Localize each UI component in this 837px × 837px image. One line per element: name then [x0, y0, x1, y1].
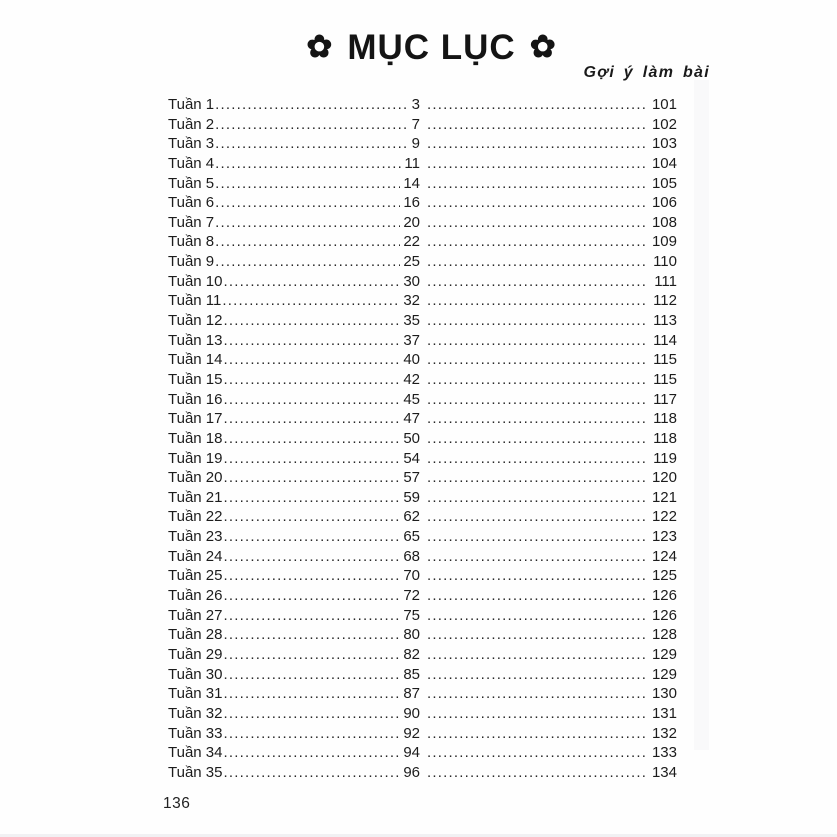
toc-row-right-segment [420, 763, 677, 783]
dot-leader [420, 684, 645, 704]
dot-leader [420, 232, 645, 252]
dot-leader [420, 154, 645, 174]
hint-page-number: 119 [653, 449, 677, 467]
toc-row-right-segment [420, 154, 677, 174]
content-page-number: 7 [411, 115, 420, 133]
dot-leader [420, 763, 645, 783]
toc-row-right-segment [420, 625, 677, 645]
week-label: Tuần 9 [168, 253, 215, 271]
hint-page-number: 124 [651, 547, 677, 565]
content-page-number: 54 [403, 449, 420, 467]
toc-row [168, 665, 677, 685]
dot-leader [420, 449, 645, 469]
dot-leader [214, 95, 409, 115]
hint-page-number: 130 [651, 685, 677, 703]
toc-row-left-segment [168, 566, 420, 586]
hint-page-number: 129 [651, 665, 677, 683]
toc-row-left-segment [168, 272, 420, 292]
toc-row-right-segment [420, 370, 677, 390]
dot-leader [420, 704, 645, 724]
week-label: Tuần 20 [168, 469, 223, 487]
dot-leader [223, 586, 401, 606]
toc-row-right-segment [420, 390, 677, 410]
toc-row [168, 704, 677, 724]
hint-page-number: 115 [653, 370, 677, 388]
toc-row-left-segment [168, 625, 420, 645]
week-label: Tuần 34 [168, 744, 223, 762]
week-label: Tuần 23 [168, 528, 223, 546]
hint-page-number: 115 [653, 351, 677, 369]
toc-row-left-segment [168, 213, 420, 233]
hint-page-number: 108 [651, 213, 677, 231]
dot-leader [420, 743, 645, 763]
toc-row-left-segment [168, 331, 420, 351]
toc-row [168, 154, 677, 174]
dot-leader [420, 468, 645, 488]
content-page-number: 16 [403, 194, 420, 212]
toc-row-left-segment [168, 684, 420, 704]
toc-row-right-segment [420, 645, 677, 665]
toc-row [168, 213, 677, 233]
dot-leader [223, 527, 401, 547]
week-label: Tuần 8 [168, 233, 215, 251]
week-label: Tuần 26 [168, 587, 223, 605]
dot-leader [223, 409, 401, 429]
toc-row [168, 115, 677, 135]
dot-leader [420, 645, 645, 665]
toc-row-right-segment [420, 429, 677, 449]
week-label: Tuần 18 [168, 429, 223, 447]
dot-leader [223, 350, 401, 370]
dot-leader [214, 154, 401, 174]
dot-leader [223, 684, 401, 704]
toc-row [168, 724, 677, 744]
week-label: Tuần 22 [168, 508, 223, 526]
toc-row-right-segment [420, 331, 677, 351]
dot-leader [420, 429, 645, 449]
toc-row [168, 350, 677, 370]
week-label: Tuần 2 [168, 115, 215, 133]
toc-row-right-segment [420, 507, 677, 527]
dot-leader [221, 291, 400, 311]
dot-leader [223, 449, 401, 469]
dot-leader [223, 547, 401, 567]
content-page-number: 37 [403, 331, 420, 349]
toc-row [168, 606, 677, 626]
hint-page-number: 117 [653, 390, 677, 408]
hint-page-number: 112 [653, 292, 677, 310]
content-page-number: 94 [403, 744, 420, 762]
toc-row [168, 291, 677, 311]
toc-row-right-segment [420, 586, 677, 606]
content-page-number: 25 [403, 253, 420, 271]
week-label: Tuần 19 [168, 449, 223, 467]
toc-row-right-segment [420, 409, 677, 429]
toc-row-right-segment [420, 743, 677, 763]
content-page-number: 65 [403, 528, 420, 546]
toc-row-left-segment [168, 606, 420, 626]
toc-row [168, 586, 677, 606]
content-page-number: 20 [403, 213, 420, 231]
dot-leader [420, 566, 645, 586]
toc-row-left-segment [168, 409, 420, 429]
toc-row-right-segment [420, 115, 677, 135]
dot-leader [420, 272, 645, 292]
flower-icon: ✿ [306, 29, 334, 64]
week-label: Tuần 4 [168, 154, 215, 172]
week-label: Tuần 31 [168, 685, 223, 703]
week-label: Tuần 3 [168, 135, 215, 153]
toc-row [168, 311, 677, 331]
content-page-number: 57 [403, 469, 420, 487]
toc-row [168, 174, 677, 194]
toc-row [168, 625, 677, 645]
week-label: Tuần 30 [168, 665, 223, 683]
toc-row [168, 743, 677, 763]
dot-leader [214, 252, 400, 272]
hint-page-number: 121 [651, 488, 677, 506]
dot-leader [420, 625, 645, 645]
week-label: Tuần 33 [168, 724, 223, 742]
hint-page-number: 133 [651, 744, 677, 762]
week-label: Tuần 32 [168, 704, 223, 722]
dot-leader [223, 704, 401, 724]
content-page-number: 35 [403, 312, 420, 330]
week-label: Tuần 6 [168, 194, 215, 212]
hint-page-number: 103 [651, 135, 677, 153]
toc-row [168, 547, 677, 567]
dot-leader [223, 645, 401, 665]
content-page-number: 47 [403, 410, 420, 428]
toc-row-left-segment [168, 291, 420, 311]
toc-row-right-segment [420, 272, 677, 292]
week-label: Tuần 11 [168, 292, 222, 310]
content-page-number: 62 [403, 508, 420, 526]
week-label: Tuần 27 [168, 606, 223, 624]
dot-leader [420, 311, 645, 331]
hint-page-number: 134 [651, 763, 677, 781]
content-page-number: 40 [403, 351, 420, 369]
toc-row-left-segment [168, 488, 420, 508]
dot-leader [214, 193, 400, 213]
toc-row-right-segment [420, 704, 677, 724]
toc-row-left-segment [168, 507, 420, 527]
dot-leader [223, 390, 401, 410]
flower-icon: ✿ [529, 29, 557, 64]
toc-row-left-segment [168, 527, 420, 547]
week-label: Tuần 15 [168, 370, 223, 388]
week-label: Tuần 12 [168, 312, 223, 330]
toc-row-left-segment [168, 449, 420, 469]
toc-row-right-segment [420, 134, 677, 154]
hint-page-number: 120 [651, 469, 677, 487]
dot-leader [223, 272, 401, 292]
toc-row-right-segment [420, 291, 677, 311]
toc-row-left-segment [168, 95, 420, 115]
dot-leader [420, 252, 645, 272]
toc-row [168, 429, 677, 449]
dot-leader [223, 763, 401, 783]
dot-leader [223, 331, 401, 351]
toc-row-left-segment [168, 174, 420, 194]
hint-page-number: 104 [651, 154, 677, 172]
toc-row-right-segment [420, 468, 677, 488]
content-page-number: 68 [403, 547, 420, 565]
dot-leader [214, 213, 400, 233]
hint-page-number: 131 [651, 704, 677, 722]
toc-row-left-segment [168, 429, 420, 449]
dot-leader [223, 724, 401, 744]
hint-page-number: 106 [651, 194, 677, 212]
content-page-number: 50 [403, 429, 420, 447]
dot-leader [420, 527, 645, 547]
hint-page-number: 128 [651, 626, 677, 644]
dot-leader [420, 665, 645, 685]
toc-row-left-segment [168, 252, 420, 272]
toc-row-right-segment [420, 665, 677, 685]
dot-leader [420, 193, 645, 213]
dot-leader [420, 174, 645, 194]
dot-leader [223, 743, 401, 763]
content-page-number: 72 [403, 587, 420, 605]
toc-row-right-segment [420, 488, 677, 508]
content-page-number: 22 [403, 233, 420, 251]
dot-leader [420, 331, 645, 351]
toc-row [168, 95, 677, 115]
page-title [13, 28, 837, 68]
hint-page-number: 125 [651, 567, 677, 585]
content-page-number: 42 [403, 370, 420, 388]
content-page-number: 45 [403, 390, 420, 408]
toc-row-left-segment [168, 586, 420, 606]
dot-leader [223, 468, 401, 488]
dot-leader [420, 115, 645, 135]
content-page-number: 9 [411, 135, 420, 153]
toc-row-right-segment [420, 311, 677, 331]
toc-row-left-segment [168, 350, 420, 370]
toc-row-left-segment [168, 704, 420, 724]
dot-leader [420, 586, 645, 606]
toc-row [168, 134, 677, 154]
toc-row-right-segment [420, 724, 677, 744]
week-label: Tuần 29 [168, 645, 223, 663]
toc-row-right-segment [420, 684, 677, 704]
dot-leader [223, 625, 401, 645]
toc-row-left-segment [168, 743, 420, 763]
dot-leader [214, 174, 400, 194]
dot-leader [420, 488, 645, 508]
toc-row-right-segment [420, 232, 677, 252]
toc-row-right-segment [420, 350, 677, 370]
toc-row [168, 409, 677, 429]
dot-leader [420, 291, 645, 311]
hint-page-number: 113 [653, 312, 677, 330]
dot-leader [214, 232, 400, 252]
content-page-number: 82 [403, 645, 420, 663]
content-page-number: 92 [403, 724, 420, 742]
hint-page-number: 129 [651, 645, 677, 663]
toc-row [168, 232, 677, 252]
toc-row [168, 272, 677, 292]
toc-row-right-segment [420, 174, 677, 194]
content-page-number: 11 [404, 154, 420, 172]
hint-page-number: 132 [651, 724, 677, 742]
dot-leader [223, 507, 401, 527]
toc-row-right-segment [420, 527, 677, 547]
week-label: Tuần 28 [168, 626, 223, 644]
dot-leader [214, 134, 409, 154]
content-page-number: 59 [403, 488, 420, 506]
hint-page-number: 102 [651, 115, 677, 133]
dot-leader [223, 665, 401, 685]
content-page-number: 32 [403, 292, 420, 310]
toc-row-left-segment [168, 547, 420, 567]
dot-leader [223, 311, 401, 331]
toc-row [168, 527, 677, 547]
hint-page-number: 126 [651, 606, 677, 624]
toc-row-left-segment [168, 763, 420, 783]
toc-row [168, 390, 677, 410]
content-page-number: 96 [403, 763, 420, 781]
content-page-number: 90 [403, 704, 420, 722]
toc-row-left-segment [168, 468, 420, 488]
toc-row [168, 468, 677, 488]
content-page-number: 30 [403, 272, 420, 290]
toc-row-left-segment [168, 134, 420, 154]
content-page-number: 85 [403, 665, 420, 683]
dot-leader [420, 350, 645, 370]
toc-row-right-segment [420, 95, 677, 115]
hint-page-number: 109 [651, 233, 677, 251]
toc-row-left-segment [168, 154, 420, 174]
hint-page-number: 111 [654, 272, 677, 290]
toc-row-left-segment [168, 311, 420, 331]
hint-column-header: Gợi ý làm bài [583, 64, 710, 81]
toc-row-left-segment [168, 665, 420, 685]
footer-page-number: 136 [163, 795, 191, 812]
toc-row [168, 488, 677, 508]
toc-row [168, 507, 677, 527]
hint-page-number: 101 [651, 96, 677, 113]
dot-leader [420, 724, 645, 744]
week-label: Tuần 1 [168, 96, 215, 113]
dot-leader [223, 606, 401, 626]
toc-row-right-segment [420, 252, 677, 272]
toc-row-left-segment [168, 390, 420, 410]
toc-row [168, 645, 677, 665]
dot-leader [420, 507, 645, 527]
toc-row-right-segment [420, 449, 677, 469]
toc-row-left-segment [168, 193, 420, 213]
week-label: Tuần 21 [168, 488, 223, 506]
hint-page-number: 105 [651, 174, 677, 192]
toc-row [168, 449, 677, 469]
toc-row-right-segment [420, 547, 677, 567]
toc-row-right-segment [420, 193, 677, 213]
content-page-number: 87 [403, 685, 420, 703]
toc-row-right-segment [420, 213, 677, 233]
week-label: Tuần 10 [168, 272, 223, 290]
hint-page-number: 110 [653, 253, 677, 271]
dot-leader [420, 134, 645, 154]
toc-row-right-segment [420, 566, 677, 586]
dot-leader [420, 213, 645, 233]
dot-leader [420, 370, 645, 390]
dot-leader [420, 409, 645, 429]
week-label: Tuần 13 [168, 331, 223, 349]
week-label: Tuần 17 [168, 410, 223, 428]
toc-list [168, 95, 677, 782]
dot-leader [223, 429, 401, 449]
hint-page-number: 118 [653, 410, 677, 428]
dot-leader [420, 606, 645, 626]
toc-row [168, 252, 677, 272]
hint-page-number: 114 [653, 331, 677, 349]
content-page-number: 80 [403, 626, 420, 644]
content-page-number: 3 [411, 96, 420, 113]
week-label: Tuần 35 [168, 763, 223, 781]
toc-row-left-segment [168, 370, 420, 390]
dot-leader [420, 95, 645, 115]
toc-row [168, 763, 677, 783]
toc-row [168, 684, 677, 704]
toc-row [168, 566, 677, 586]
scan-artifact-band [694, 80, 709, 750]
toc-row-right-segment [420, 606, 677, 626]
week-label: Tuần 16 [168, 390, 223, 408]
toc-row [168, 370, 677, 390]
week-label: Tuần 25 [168, 567, 223, 585]
toc-row [168, 331, 677, 351]
dot-leader [223, 566, 401, 586]
toc-row [168, 193, 677, 213]
toc-row-left-segment [168, 724, 420, 744]
content-page-number: 75 [403, 606, 420, 624]
content-page-number: 14 [403, 174, 420, 192]
dot-leader [420, 390, 645, 410]
toc-row-left-segment [168, 115, 420, 135]
hint-page-number: 126 [651, 587, 677, 605]
toc-row-left-segment [168, 232, 420, 252]
week-label: Tuần 14 [168, 351, 223, 369]
week-label: Tuần 5 [168, 174, 215, 192]
dot-leader [223, 488, 401, 508]
dot-leader [420, 547, 645, 567]
toc-row-left-segment [168, 645, 420, 665]
week-label: Tuần 24 [168, 547, 223, 565]
dot-leader [223, 370, 401, 390]
hint-page-number: 123 [651, 528, 677, 546]
hint-page-number: 118 [653, 429, 677, 447]
content-page-number: 70 [403, 567, 420, 585]
page-title-text: MỤC LỤC [347, 28, 516, 67]
week-label: Tuần 7 [168, 213, 215, 231]
dot-leader [214, 115, 409, 135]
hint-page-number: 122 [651, 508, 677, 526]
